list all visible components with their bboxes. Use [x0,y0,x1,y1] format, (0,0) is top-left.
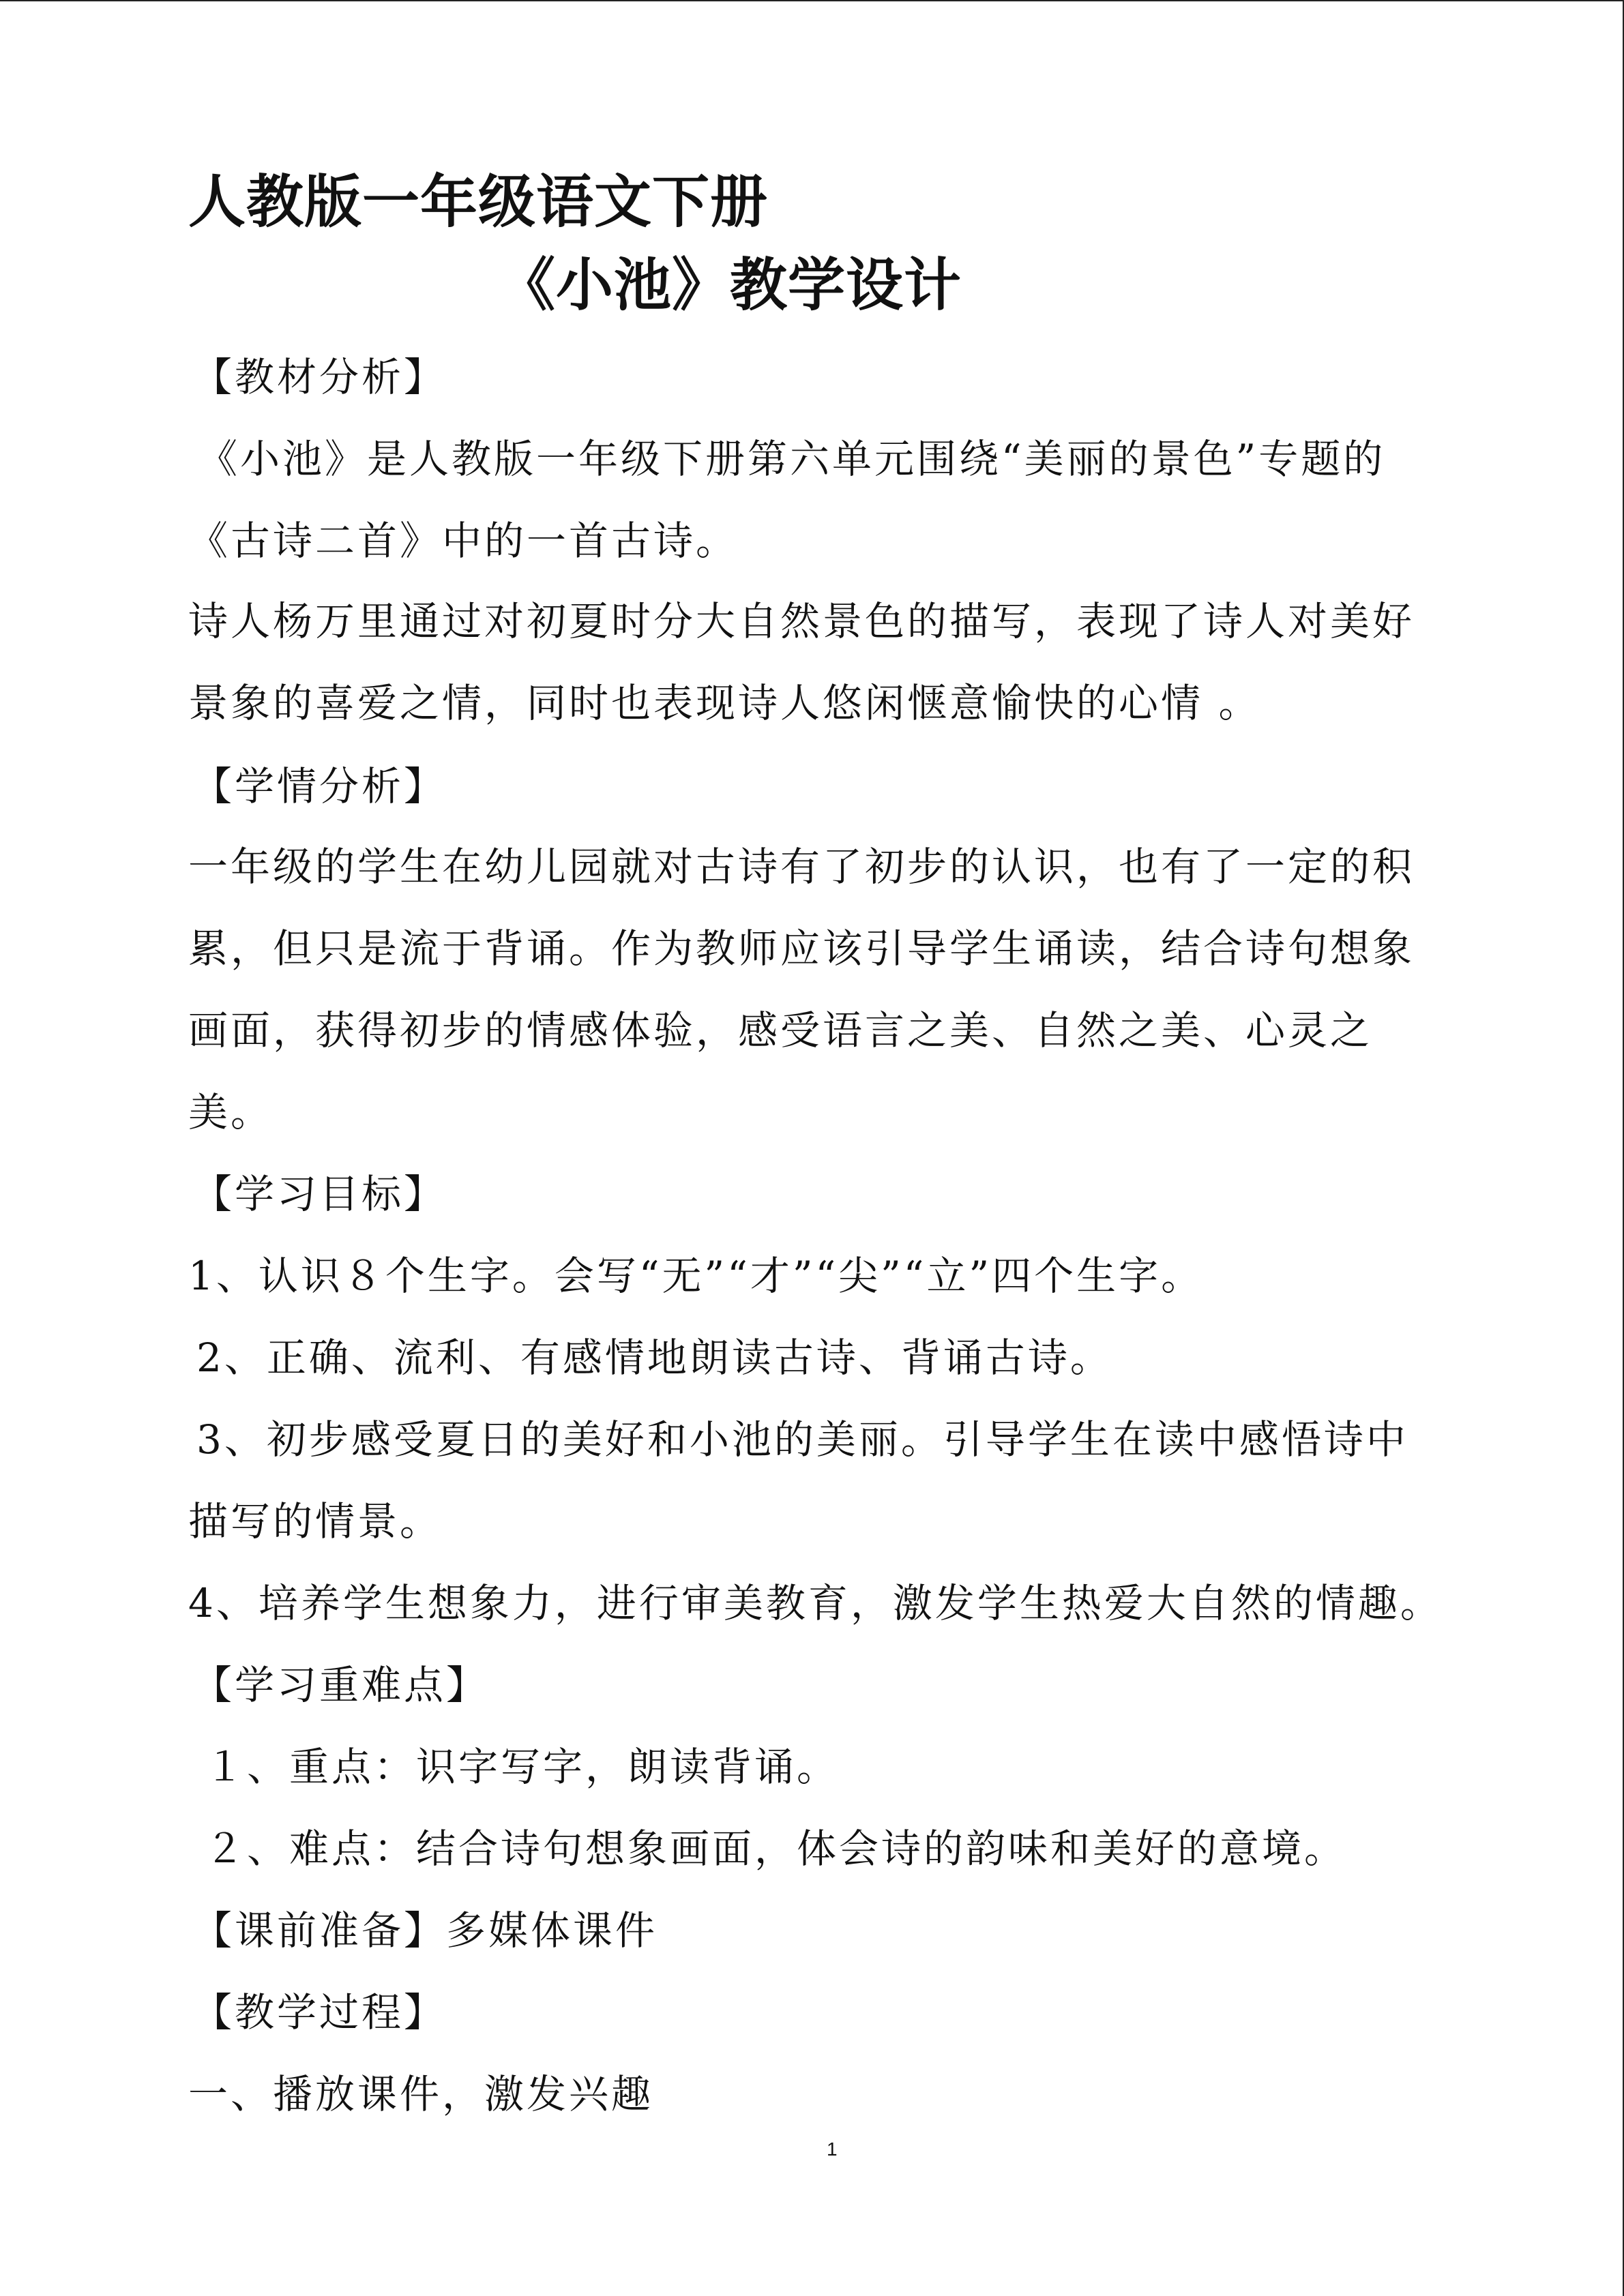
list-item: １、重点：识字写字，朗读背诵。 [205,1744,840,1790]
heading-objectives: 【学习目标】 [192,1171,447,1217]
paragraph-line: 一、播放课件，激发兴趣 [188,2071,654,2117]
list-item: 3、初步感受夏日的美好和小池的美丽。引导学生在读中感悟诗中 [196,1416,1408,1463]
heading-process: 【教学过程】 [192,1989,447,2036]
heading-preparation: 【课前准备】 [192,1907,447,1954]
page-number: 1 [827,2138,838,2160]
list-item: 4、培养学生想象力，进行审美教育，激发学生热爱大自然的情趣。 [188,1580,1443,1626]
list-item-continuation: 描写的情景。 [188,1498,443,1545]
document-title-line-1: 人教版一年级语文下册 [188,168,769,235]
paragraph-line: 诗人杨万里通过对初夏时分大自然景色的描写，表现了诗人对美好 [188,598,1415,644]
paragraph-line: 《古诗二首》中的一首古诗。 [188,518,739,564]
paragraph-line: 《小池》是人教版一年级下册第六单元围绕“美丽的景色”专题的 [198,436,1386,482]
heading-student-analysis: 【学情分析】 [192,763,447,809]
paragraph-line: 画面，获得初步的情感体验，感受语言之美、自然之美、心灵之 [188,1007,1373,1054]
heading-textbook-analysis: 【教材分析】 [192,354,447,400]
heading-key-points: 【学习重难点】 [192,1662,489,1708]
list-item: ２、难点：结合诗句想象画面，体会诗的韵味和美好的意境。 [205,1825,1347,1872]
paragraph-line: 美。 [188,1089,274,1135]
paragraph-line: 累，但只是流于背诵。作为教师应该引导学生诵读，结合诗句想象 [188,925,1415,972]
preparation-line [192,1907,658,1954]
list-item: 2、正确、流利、有感情地朗读古诗、背诵古诗。 [196,1335,1112,1381]
paragraph-line: 一年级的学生在幼儿园就对古诗有了初步的认识，也有了一定的积 [188,844,1415,890]
document-title-line-2: 《小池》教学设计 [498,252,962,318]
list-item: 1、认识８个生字。会写“无”“才”“尖”“立”四个生字。 [188,1253,1204,1299]
preparation-content: 多媒体课件 [446,1907,658,1954]
paragraph-line: 景象的喜爱之情，同时也表现诗人悠闲惬意愉快的心情 。 [188,680,1261,726]
